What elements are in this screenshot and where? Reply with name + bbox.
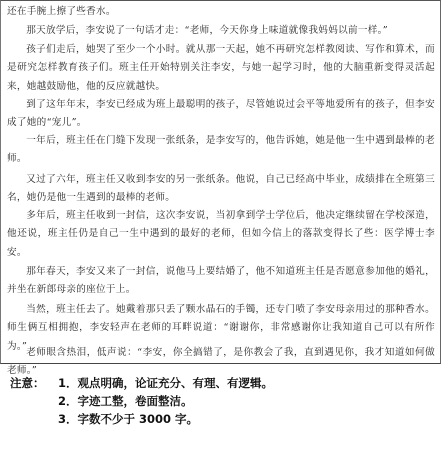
passage-paragraph-8: 那年春天，李安又来了一封信，说他马上要结婚了，他不知道班主任是否愿意参加他的婚礼，并坐在新郎母亲的座位于上。 xyxy=(7,266,435,296)
passage-paragraph-1: 还在手腕上擦了些香水。 xyxy=(7,6,116,17)
passage-paragraph-4: 到了这年年末，李安已经成为班上最聪明的孩子，尽管她说过会平等地爱所有的孩子，但李安成了她的“宠儿”。 xyxy=(7,99,435,129)
passage-paragraph-6: 又过了六年，班主任又收到李安的另一张纸条。他说，自己已经高中毕业，成绩排在全班第三名，她仍是他一生遇到的最棒的老师。 xyxy=(7,174,435,204)
note-item-2: 2．字迹工整，卷面整洁。 xyxy=(58,394,193,408)
passage-paragraph-7: 多年后，班主任收到一封信，这次李安说，当初拿到学士学位后，他决定继续留在学校深造，他还说，班主任仍是自己一生中遇到的最好的老师，但如今信上的落款变得长了些：医学博士李安。 xyxy=(7,210,435,258)
notes-label: 注意： xyxy=(10,376,45,390)
passage-paragraph-10: 老师眼含热泪，低声说：“李安，你全搞错了，是你教会了我，直到遇见你，我才知道如何做老师。” xyxy=(7,347,435,377)
note-item-3: 3．字数不少于 3000 字。 xyxy=(58,412,199,426)
note-item-1: 1．观点明确，论证充分、有理、有逻辑。 xyxy=(58,376,273,390)
passage-paragraph-5: 一年后，班主任在门缝下发现一张纸条，是李安写的，他告诉她，她是他一生中遇到最棒的老师。 xyxy=(7,135,435,165)
passage-paragraph-2: 那天放学后，李安说了一句话才走：“老师，今天你身上味道就像我妈妈以前一样。” xyxy=(26,25,388,36)
notes-section xyxy=(10,374,430,428)
passage-paragraph-3: 孩子们走后，她哭了至少一个小时。就从那一天起，她不再研究怎样教阅读、写作和算术，而是研究怎样教育孩子们。班主任开始特别关注李安，与她一起学习时，他的大脑重新变得灵活起来，她越鼓励他，他的反应就越快。 xyxy=(7,44,435,92)
notes-list xyxy=(58,374,273,428)
passage-paragraph-9: 当然，班主任去了。她戴着那只丢了颗水晶石的手镯，还专门喷了李安母亲用过的那种香水。师生俩互相拥抱，李安轻声在老师的耳畔说道：“谢谢你，非常感谢你让我知道自己可以有所作为。” xyxy=(7,304,435,352)
